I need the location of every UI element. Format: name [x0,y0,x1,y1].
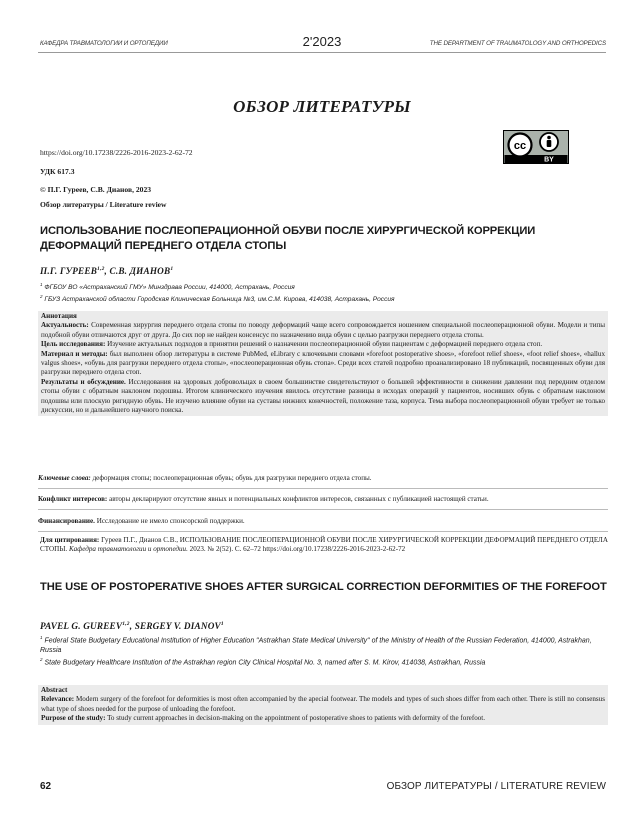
citation: Для цитирования: Гуреев П.Г., Дианов С.В., ИСПОЛЬЗОВАНИЕ ПОСЛЕОПЕРАЦИОННОЙ ОБУВИ ПОСЛЕ ХИРУРГИЧЕСКОЙ КОРРЕКЦИИ ДЕФОРМАЦИЙ ПЕРЕДНЕГО ОТДЕЛА СТОПЫ. Кафедра травматологии и ортопедии. 2023. № 2(52). C. 62–72 https://doi.org/10.17238/2226-2016-2023-2-62-72 [40,536,608,554]
article-title-en: THE USE OF POSTOPERATIVE SHOES AFTER SURGICAL CORRECTION DEFORMITIES OF THE FOREFOOT [40,581,607,593]
affiliations-ru [40,280,610,304]
affiliation-item: $^2$ ГБУЗ Астраханской области Городская Клиническая Больница №3, им.С.М. Кирова, 414038, Астрахань, Россия [40,294,395,304]
methods-text: был выполнен обзор литературы в системе PubMed, eLibrary с ключевыми словами «forefoot postoperative shoes», «forefoot relief shoes», «foot relief shoes», «hallux valgus shoes», «обувь для разгрузки переднего отдела стопы», «послеоперационная обувь стопа». Среди всех статей подробно проанализировано 18 публикаций, посвященных обуви для разгрузки переднего отдела стоп. [41,349,605,377]
affiliation-item: $^2$ State Budgetary Healthcare Institution of the Astrakhan region City Clinical Hospital No. 3, named after S. M. Kirov, 414038, Astrakhan, Russia [40,656,486,667]
abstract-heading: Abstract [41,686,68,694]
divider [38,531,608,532]
author-affil-mark: 1,2 [97,266,105,272]
footer-section: ОБЗОР ЛИТЕРАТУРЫ / LITERATURE REVIEW [386,781,606,792]
running-header-left: КАФЕДРА ТРАВМАТОЛОГИИ И ОРТОПЕДИИ [40,40,168,47]
divider [38,509,608,510]
aim-label: Цель исследования: [41,340,106,349]
divider [38,488,608,489]
author-affil-mark: 1,2 [122,621,130,627]
author-name: SERGEY V. DIANOV [134,621,221,632]
results-label: Результаты и обсуждение. [41,377,126,386]
author-affil-mark: 1 [170,266,174,272]
cc-by-license-icon[interactable] [503,130,569,164]
author-name: PAVEL G. GUREEV [40,621,123,632]
relevance-label: Relevance: [41,695,75,704]
purpose-text: To study current approaches in decision-making on the appointment of postoperative shoes to patients with deformity of the forefoot. [107,714,486,723]
authors-ru: П.Г. ГУРЕЕВ$^{1,2}$, С.В. ДИАНОВ$^1$ [40,266,174,277]
abstract-box-en [38,685,608,725]
udk-code: УДК 617.3 [40,167,75,176]
affil-mark: 1 [40,635,43,640]
purpose-label: Purpose of the study: [41,714,106,723]
relevance-text: Современная хирургия переднего отдела стопы по поводу деформаций чаще всего сопровождается ношением специальной послеоперационной обуви. Модели и типы подобной обуви отличаются друг от друга. До сих пор не найден консенсус по назначению вида обуви с целью разгрузки переднего отдела стопы. [41,321,605,339]
article-type: Обзор литературы / Literature review [40,200,167,209]
relevance-label: Актуальность: [41,321,89,330]
cc-badge-text: cc [513,140,527,152]
article-title-ru: ИСПОЛЬЗОВАНИЕ ПОСЛЕОПЕРАЦИОННОЙ ОБУВИ ПОСЛЕ ХИРУРГИЧЕСКОЙ КОРРЕКЦИИ ДЕФОРМАЦИЙ ПЕРЕДНЕГО ОТДЕЛА СТОПЫ [40,225,536,252]
affiliations-en [40,633,610,667]
running-header-right: THE DEPARTMENT OF TRAUMATOLOGY AND ORTHOPEDICS [429,40,606,47]
author-name: П.Г. ГУРЕЕВ [40,266,98,277]
results-text: Исследования на здоровых добровольцах в своем большинстве свидетельствуют о большей эффективности в снижении давлении под передним отделом стопы обуви с обратным наклоном подошвы. Итогом клинического изучения явилось отсутствие разницы в исходах операций у пациентов, носивших обувь с обратным наклоном подошвы или плоскую ригидную обувь. Не изучено влияние обуви на суставы нижних конечностей, положение таза, корпуса. Тема выбора послеоперационной обуви требует не только дискуссии, но и дальнейшего научного поиска. [41,377,606,415]
page-number: 62 [40,781,52,792]
abstract-box-ru [38,311,608,416]
keywords-ru: Ключевые слова: деформация стопы; послеоперационная обувь; обувь для разгрузки переднего отдела стопы. [38,474,372,482]
header-divider [38,52,606,53]
affil-mark: 1 [40,282,43,287]
affil-mark: 2 [40,294,43,300]
issue-number: 2'2023 [302,34,342,49]
conflict-of-interest: Конфликт интересов: авторы декларируют отсутствие явных и потенциальных конфликтов интересов, связанных с публикацией настоящей статьи. [38,495,489,503]
abstract-heading: Аннотация [41,312,77,320]
section-title: ОБЗОР ЛИТЕРАТУРЫ [233,97,411,116]
authors-en: PAVEL G. GUREEV$^{1,2}$, SERGEY V. DIANOV$^1$ [40,621,224,632]
affil-mark: 2 [40,656,43,662]
by-badge-text: BY [544,156,554,164]
affiliation-item: $^1$ Federal State Budgetary Educational Institution of Higher Education "Astrakhan State Medical University" of the Ministry of Health of the Russian Federation, 414000, Astrakhan, Russia [40,635,592,654]
author-affil-mark: 1 [220,621,224,627]
aim-text: Изучение актуальных подходов в принятии решений о назначении послеоперационной обуви пациентам с деформацией переднего отдела стоп. [107,340,543,349]
methods-label: Материал и методы: [41,349,108,358]
affiliation-item: $^1$ ФГБОУ ВО «Астраханский ГМУ» Минздрава России, 414000, Астрахань, Россия [40,282,295,292]
doi-link[interactable]: https://doi.org/10.17238/2226-2016-2023-2-62-72 [40,148,193,157]
relevance-text: Modern surgery of the forefoot for deformities is most often accompanied by the apecial footwear. The models and types of such shoes differ from each other. There is still no consensus what type of shoes needed for the purpose of unloading the forefoot. [41,695,605,713]
author-name: С.В. ДИАНОВ [109,266,171,277]
funding: Финансирование. Исследование не имело спонсорской поддержки. [38,517,245,525]
copyright-line: © П.Г. Гуреев, С.В. Дианов, 2023 [40,185,152,194]
